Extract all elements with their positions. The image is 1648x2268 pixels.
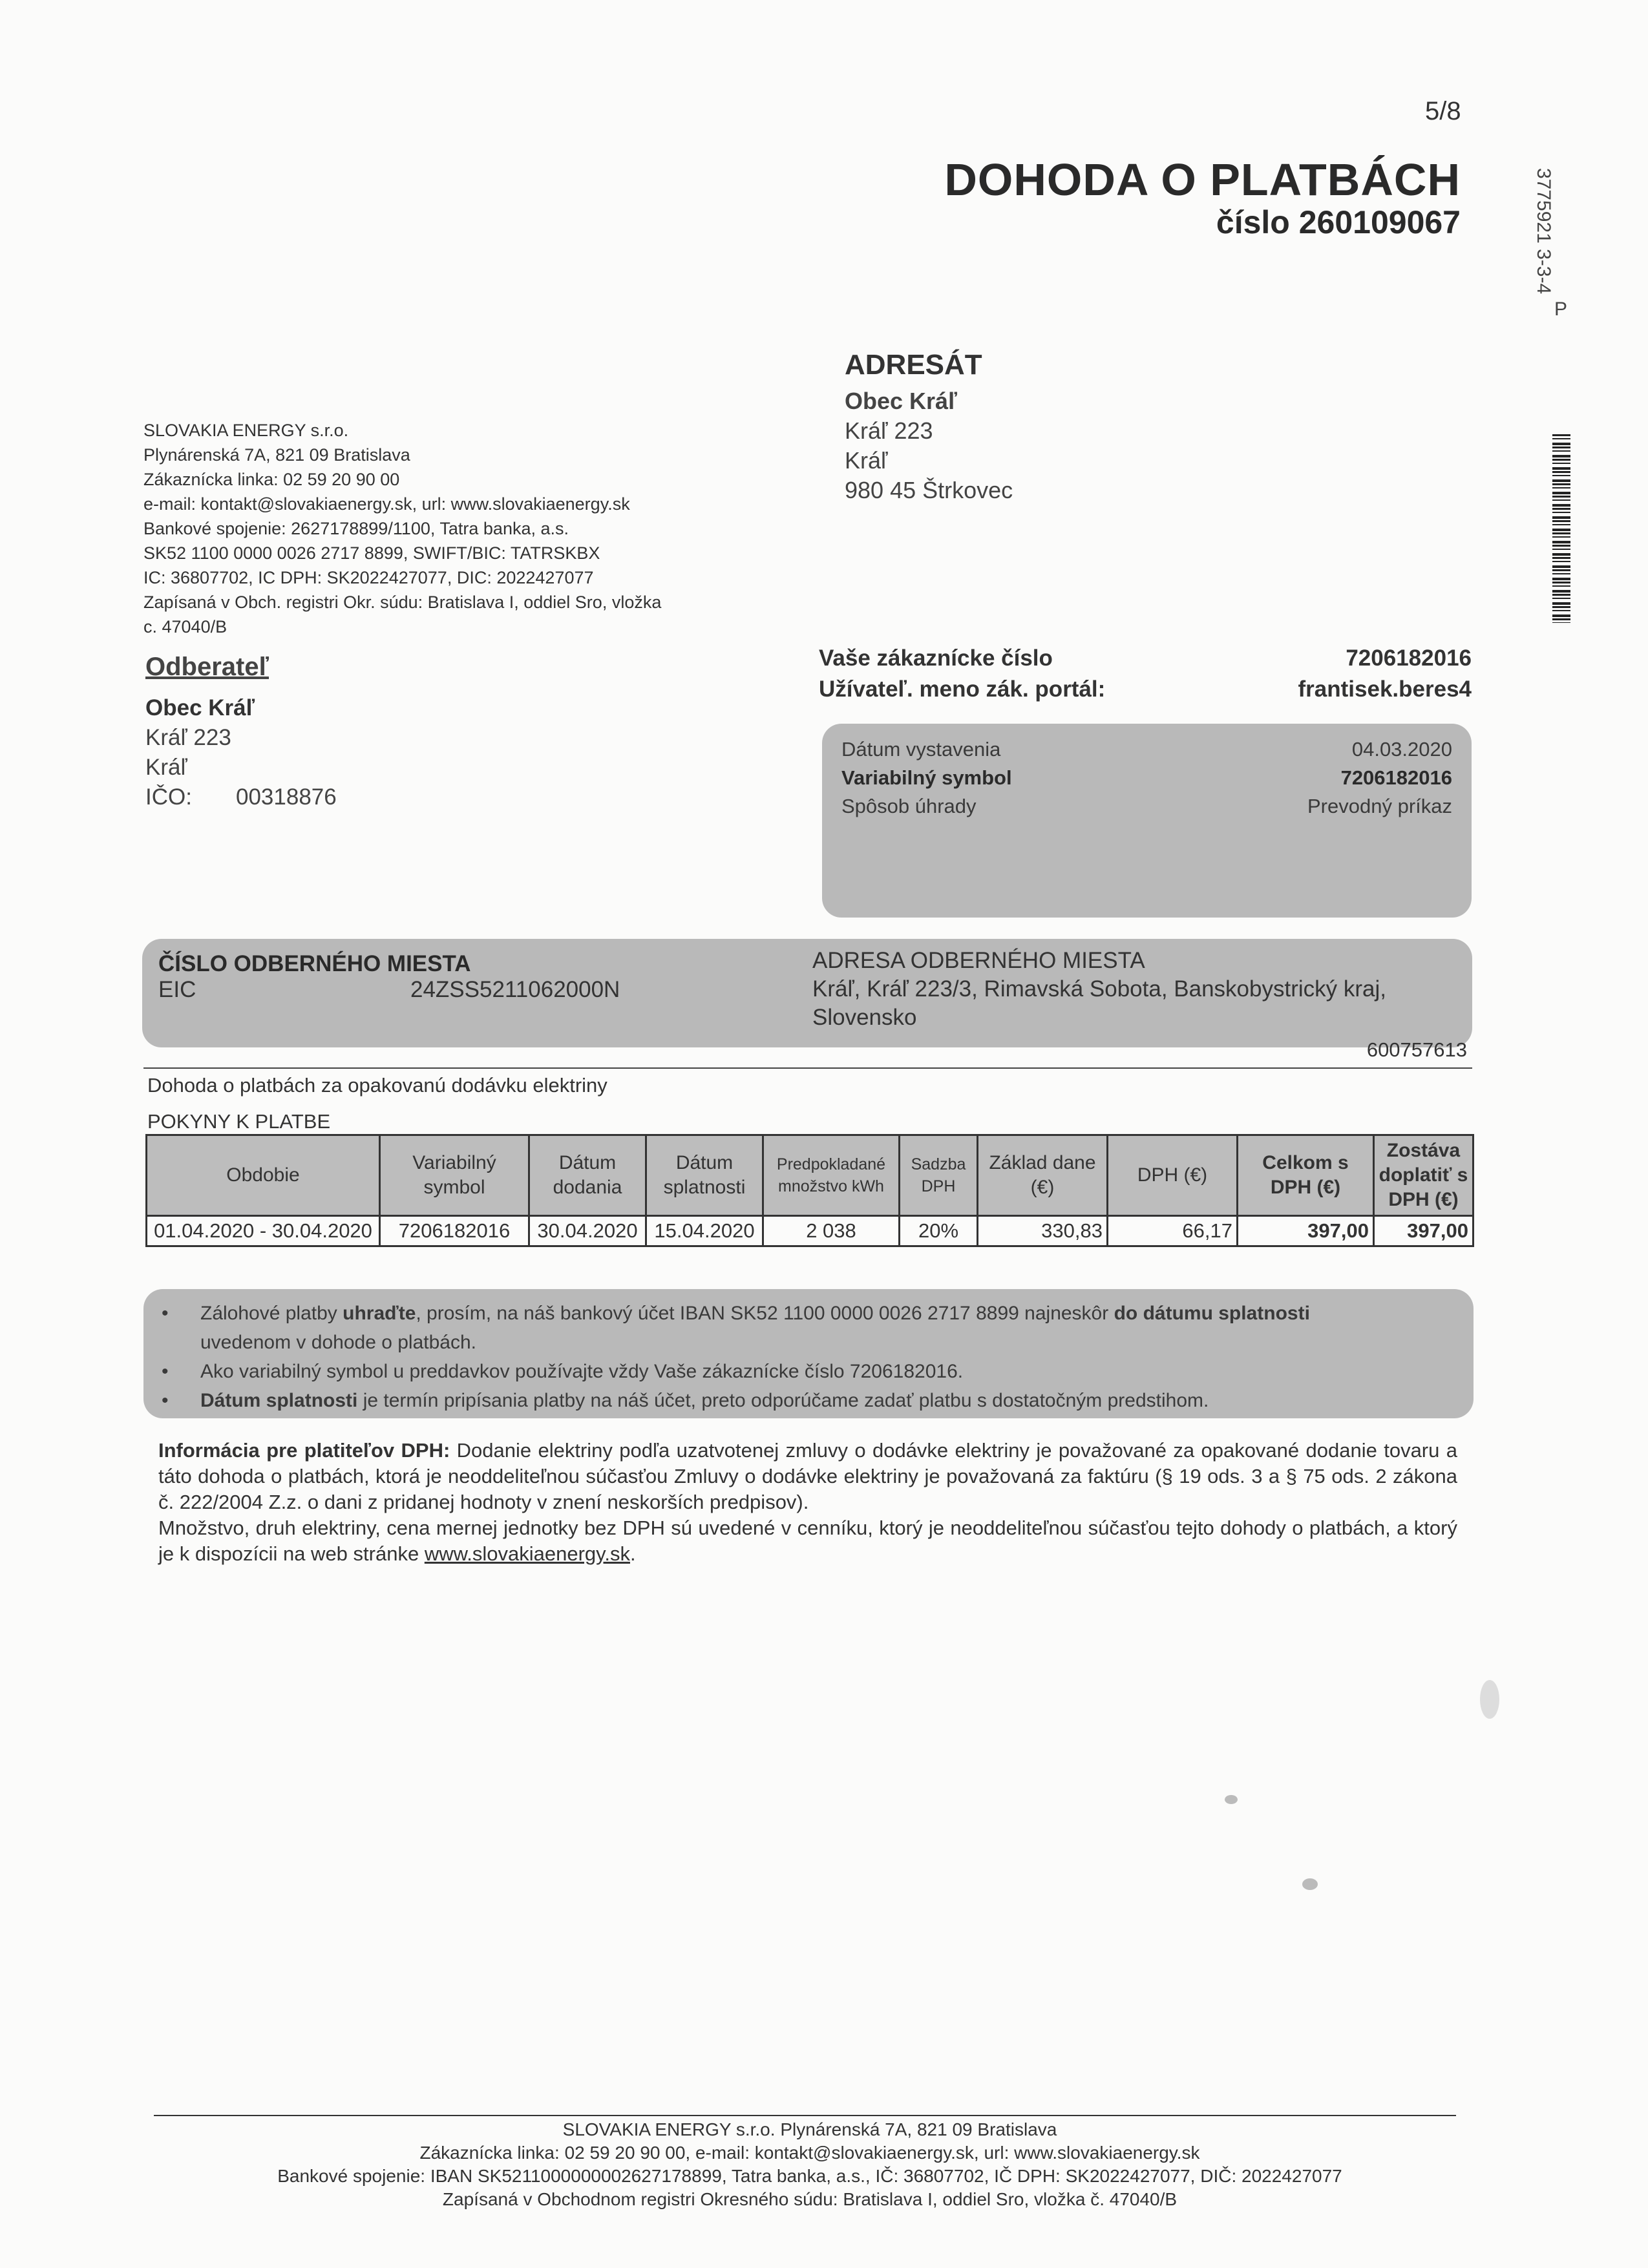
addressee-name: Obec Kráľ xyxy=(845,388,957,414)
addressee-street: Kráľ 223 xyxy=(845,417,933,444)
customer-ico xyxy=(145,782,337,812)
delivery-point-address xyxy=(812,947,1465,1032)
payment-method: Prevodný príkaz xyxy=(1307,795,1452,817)
addressee-heading: ADRESÁT xyxy=(845,349,982,381)
addressee-block xyxy=(845,349,1013,505)
delivery-point-heading: ČÍSLO ODBERNÉHO MIESTA xyxy=(158,951,471,976)
customer-name: Obec Kráľ xyxy=(145,695,255,720)
eic-label: EIC xyxy=(158,977,196,1002)
footer-line: SLOVAKIA ENERGY s.r.o. Plynárenská 7A, 821 09 Bratislava xyxy=(562,2119,1057,2139)
col-remaining: Zostáva doplatiť s DPH (€) xyxy=(1374,1135,1474,1216)
document-title: DOHODA O PLATBÁCH xyxy=(944,154,1461,205)
ico-label: IČO: xyxy=(145,784,192,810)
company-line: IC: 36807702, IC DPH: SK2022427077, DIC: 2022427077 xyxy=(143,568,594,587)
variable-symbol: 7206182016 xyxy=(1340,766,1452,789)
payment-method-label: Spôsob úhrady xyxy=(841,795,977,817)
portal-user: frantisek.beres4 xyxy=(1298,677,1472,702)
ico-value: 00318876 xyxy=(236,784,337,810)
table-row xyxy=(147,1216,1474,1246)
company-line: SK52 1100 0000 0026 2717 8899, SWIFT/BIC: TATRSKBX xyxy=(143,543,600,563)
addressee-zip-city: 980 45 Štrkovec xyxy=(845,477,1013,503)
customer-heading: Odberateľ xyxy=(145,653,269,681)
vat-info-label: Informácia pre platiteľov DPH: xyxy=(158,1439,450,1462)
address-heading: ADRESA ODBERNÉHO MIESTA xyxy=(812,948,1145,973)
cell-vat-rate: 20% xyxy=(900,1216,978,1246)
company-line: Zákaznícka linka: 02 59 20 90 00 xyxy=(143,470,400,489)
list-item xyxy=(162,1386,1441,1415)
issue-date: 04.03.2020 xyxy=(1351,738,1452,761)
company-details xyxy=(143,418,725,639)
list-item xyxy=(162,1357,1441,1386)
col-total: Celkom s DPH (€) xyxy=(1238,1135,1374,1216)
payment-table xyxy=(145,1134,1474,1247)
cell-total: 397,00 xyxy=(1238,1216,1374,1246)
company-line: Zapísaná v Obch. registri Okr. súdu: Bratislava I, oddiel Sro, vložka xyxy=(143,593,662,612)
vat-info-text: . xyxy=(629,1542,636,1565)
cell-remaining: 397,00 xyxy=(1374,1216,1474,1246)
payment-instructions-heading: POKYNY K PLATBE xyxy=(147,1110,331,1133)
col-tax-base: Základ dane (€) xyxy=(978,1135,1108,1216)
portal-user-label: Užívateľ. meno zák. portál: xyxy=(819,677,1106,702)
customer-town: Kráľ xyxy=(145,755,187,780)
footer-line: Zákaznícka linka: 02 59 20 90 00, e-mail: kontakt@slovakiaenergy.sk, url: www.slovakiaenergy.sk xyxy=(419,2143,1200,2163)
delivery-point-number xyxy=(158,951,620,1003)
note-emphasis: do dátumu splatnosti xyxy=(1114,1303,1310,1324)
payment-notes xyxy=(162,1299,1441,1415)
scan-speck xyxy=(1225,1795,1238,1804)
invoice-info-box xyxy=(822,724,1472,918)
scan-speck xyxy=(1302,1878,1318,1890)
company-line: Bankové spojenie: 2627178899/1100, Tatra banka, a.s. xyxy=(143,519,569,538)
cell-vat: 66,17 xyxy=(1108,1216,1238,1246)
document-number: číslo 260109067 xyxy=(1216,204,1461,240)
note-emphasis: uhraďte xyxy=(343,1303,416,1324)
col-vat: DPH (€) xyxy=(1108,1135,1238,1216)
delivery-point-code: 600757613 xyxy=(1366,1038,1467,1061)
list-item xyxy=(162,1299,1441,1357)
col-delivery-date: Dátum dodania xyxy=(529,1135,646,1216)
col-variable-symbol: Variabilný symbol xyxy=(380,1135,529,1216)
note-text: , prosím, na náš bankový účet IBAN SK52 1100 0000 0026 2717 8899 najneskôr xyxy=(416,1303,1114,1324)
issue-date-label: Dátum vystavenia xyxy=(841,738,1001,761)
customer-number: 7206182016 xyxy=(1346,646,1472,671)
bullet-icon: • xyxy=(162,1303,169,1324)
agreement-description: Dohoda o platbách za opakovanú dodávku elektriny xyxy=(147,1074,607,1097)
col-due-date: Dátum splatnosti xyxy=(646,1135,763,1216)
note-text: je termín pripísania platby na náš účet, preto odporúčame zadať platbu s dostatočným predstihom. xyxy=(357,1390,1209,1411)
customer-street: Kráľ 223 xyxy=(145,725,231,750)
company-line: Plynárenská 7A, 821 09 Bratislava xyxy=(143,445,410,465)
footer-divider xyxy=(154,2115,1456,2116)
cell-expected-qty: 2 038 xyxy=(763,1216,900,1246)
bullet-icon: • xyxy=(162,1390,169,1411)
col-vat-rate: Sadzba DPH xyxy=(900,1135,978,1216)
address-line: Kráľ, Kráľ 223/3, Rimavská Sobota, Banskobystrický kraj, xyxy=(812,976,1386,1002)
cell-tax-base: 330,83 xyxy=(978,1216,1108,1246)
note-text: Zálohové platby xyxy=(200,1303,343,1324)
divider xyxy=(143,1067,1472,1069)
account-info xyxy=(819,643,1472,705)
footer-line: Zapísaná v Obchodnom registri Okresného súdu: Bratislava I, oddiel Sro, vložka č. 47040/B xyxy=(442,2189,1178,2209)
variable-symbol-label: Variabilný symbol xyxy=(841,766,1012,789)
company-line: SLOVAKIA ENERGY s.r.o. xyxy=(143,421,349,440)
customer-block xyxy=(145,653,337,812)
side-reference-code: 3775921 3-3-4 xyxy=(1533,168,1554,295)
company-line: e-mail: kontakt@slovakiaenergy.sk, url: www.slovakiaenergy.sk xyxy=(143,494,630,514)
vat-payer-info xyxy=(158,1438,1457,1567)
note-text: Ako variabilný symbol u preddavkov používajte vždy Vaše zákaznícke číslo 7206182016. xyxy=(200,1361,964,1382)
col-period: Obdobie xyxy=(147,1135,380,1216)
bullet-icon: • xyxy=(162,1361,169,1382)
note-text: uvedenom v dohode o platbách. xyxy=(200,1332,476,1353)
scan-speck xyxy=(1480,1680,1499,1719)
addressee-town: Kráľ xyxy=(845,447,888,474)
footer xyxy=(154,2118,1466,2211)
website-link[interactable]: www.slovakiaenergy.sk xyxy=(424,1542,630,1565)
eic-value: 24ZSS5211062000N xyxy=(410,977,620,1002)
note-emphasis: Dátum splatnosti xyxy=(200,1390,358,1411)
vat-info-text: Dodanie elektriny podľa uzatvotenej zmluvy o dodávke elektriny je považované za opakované dodanie tovaru a táto dohoda o platbách, ktorá je neoddeliteľnou súčasťou Zmluvy o dodávke elektriny je považovaná za faktúru (§ 19 ods. 3 a § 75 ods. 2 zákona č. 222/2004 Z.z. o dani z pridanej hodnoty v znení neskorších predpisov). xyxy=(158,1439,1457,1513)
footer-line: Bankové spojenie: IBAN SK5211000000002627178899, Tatra banka, a.s., IČ: 36807702, IČ DPH: SK2022427077, DIČ: 2022427077 xyxy=(277,2166,1342,2186)
page-number: 5/8 xyxy=(1425,97,1461,125)
side-letter: P xyxy=(1554,299,1568,320)
col-expected-qty: Predpokladané množstvo kWh xyxy=(763,1135,900,1216)
company-line: c. 47040/B xyxy=(143,617,227,636)
address-line: Slovensko xyxy=(812,1005,917,1030)
customer-number-label: Vaše zákaznícke číslo xyxy=(819,646,1053,671)
cell-variable-symbol: 7206182016 xyxy=(380,1216,529,1246)
cell-due-date: 15.04.2020 xyxy=(646,1216,763,1246)
cell-delivery-date: 30.04.2020 xyxy=(529,1216,646,1246)
barcode xyxy=(1552,434,1570,623)
vat-info-text: Množstvo, druh elektriny, cena mernej jednotky bez DPH sú uvedené v cenníku, ktorý je neoddeliteľnou súčasťou tejto dohody o platbách, a ktorý je k dispozícii na web stránke xyxy=(158,1517,1457,1565)
cell-period: 01.04.2020 - 30.04.2020 xyxy=(147,1216,380,1246)
